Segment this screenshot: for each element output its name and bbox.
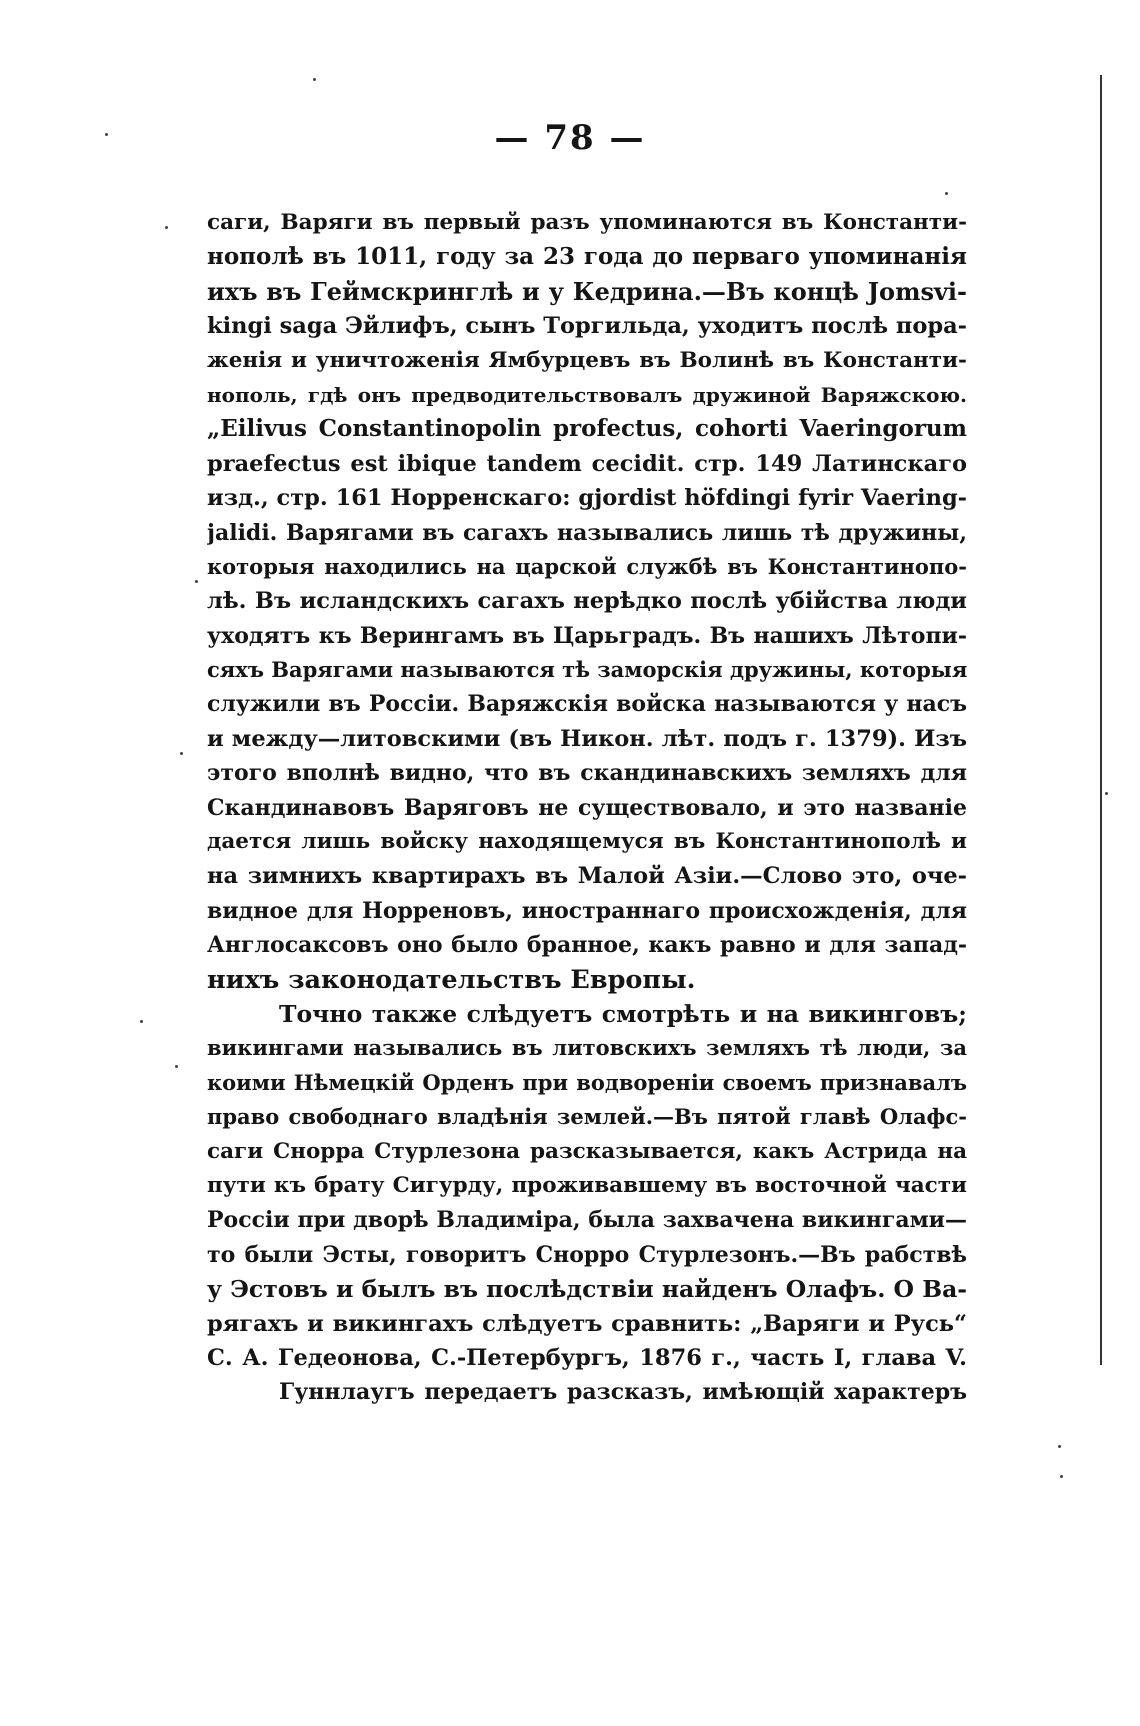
text-line: jalidi. Варягами въ сагахъ назывались лишь тѣ дружины, [207, 519, 967, 546]
text-line: видное для Норреновъ, иностраннаго происхожденія, для [207, 897, 967, 924]
text-line: то были Эсты, говоритъ Снорро Стурлезонъ.—Въ рабствѣ [207, 1241, 967, 1268]
text-line: Россіи при дворѣ Владиміра, была захвачена викингами— [207, 1207, 967, 1234]
text-line: ихъ въ Геймскринглѣ и у Кедрина.—Въ концѣ Jomsvi- [207, 276, 967, 306]
text-line: и между—литовскими (въ Никон. лѣт. подъ г. 1379). Изъ [207, 725, 967, 752]
text-line: С. А. Гедеонова, С.-Петербургъ, 1876 г., часть I, глава V. [207, 1344, 967, 1371]
text-line: которыя находились на царской службѣ въ Константинопо- [207, 553, 967, 579]
scan-speck [1105, 792, 1108, 795]
text-line: дается лишь войску находящемуся въ Константинополѣ и [207, 829, 967, 855]
text-line: нополь, гдѣ онъ предводительствовалъ дружиной Варяжскою. [207, 382, 967, 407]
text-line: у Эстовъ и былъ въ послѣдствіи найденъ Олафъ. О Ва- [207, 1275, 967, 1304]
text-line: рягахъ и викингахъ слѣдуетъ сравнить: „Варяги и Русь“ [207, 1310, 967, 1337]
text-line: нополѣ въ 1011, году за 23 года до перваго упоминанія [207, 243, 967, 271]
scan-speck [313, 78, 316, 81]
text-line: kingi saga Эйлифъ, сынъ Торгильда, уходитъ послѣ пора- [207, 313, 967, 340]
text-line: викингами назывались въ литовскихъ земляхъ тѣ люди, за [207, 1035, 967, 1061]
text-line: уходятъ къ Верингамъ въ Царьградъ. Въ нашихъ Лѣтопи- [207, 622, 967, 649]
text-line: praefectus est ibique tandem cecidit. стр. 149 Латинскаго [207, 450, 967, 477]
text-line: этого вполнѣ видно, что въ скандинавскихъ земляхъ для [207, 760, 967, 787]
text-line: право свободнаго владѣнія землей.—Въ пятой главѣ Олафс- [207, 1104, 967, 1130]
page-number: — 78 — [494, 118, 646, 158]
scan-speck [1060, 1475, 1063, 1478]
text-line: „Eilivus Constantinopolin profectus, cohorti Vaeringorum [207, 415, 967, 443]
text-line: лѣ. Въ исландскихъ сагахъ нерѣдко послѣ убійства люди [207, 588, 967, 615]
text-line: саги, Варяги въ первый разъ упоминаются въ Константи- [207, 210, 967, 235]
text-line: изд., стр. 161 Норренскаго: gjordist höfdingi fyrir Vaering- [207, 485, 967, 512]
text-line: саги Снорра Стурлезона разсказывается, какъ Астрида на [207, 1138, 967, 1164]
scan-speck [195, 580, 198, 583]
scan-speck [945, 192, 948, 195]
text-line: женія и уничтоженія Ямбурцевъ въ Волинѣ въ Константи- [207, 347, 967, 373]
scan-speck [165, 226, 168, 229]
text-line: Скандинавовъ Варяговъ не существовало, и это названіе [207, 794, 967, 821]
text-line: на зимнихъ квартирахъ въ Малой Азіи.—Слово это, оче- [207, 863, 967, 890]
paragraph-first-line: Точно также слѣдуетъ смотрѣть и на викинговъ; [279, 999, 967, 1028]
text-line: нихъ законодательствъ Европы. [207, 964, 696, 995]
text-line: пути къ брату Сигурду, проживавшему въ восточной части [207, 1172, 967, 1198]
text-body [207, 206, 967, 1410]
paragraph-first-line: Гуннлаугъ передаетъ разсказъ, имѣющій характеръ [279, 1379, 967, 1406]
scan-speck [175, 1065, 178, 1068]
scan-speck [105, 133, 108, 136]
text-line: сяхъ Варягами называются тѣ заморскія дружины, которыя [207, 657, 967, 683]
text-line: служили въ Россіи. Варяжскія войска называются у насъ [207, 691, 967, 718]
text-line: Англосаксовъ оно было бранное, какъ равно и для запад- [207, 932, 967, 959]
page-edge-rule [1100, 75, 1102, 1365]
text-line: коими Нѣмецкій Орденъ при водвореніи своемъ признавалъ [207, 1069, 967, 1095]
scan-speck [140, 1020, 143, 1023]
scan-speck [1058, 1445, 1061, 1448]
scan-speck [180, 752, 183, 755]
